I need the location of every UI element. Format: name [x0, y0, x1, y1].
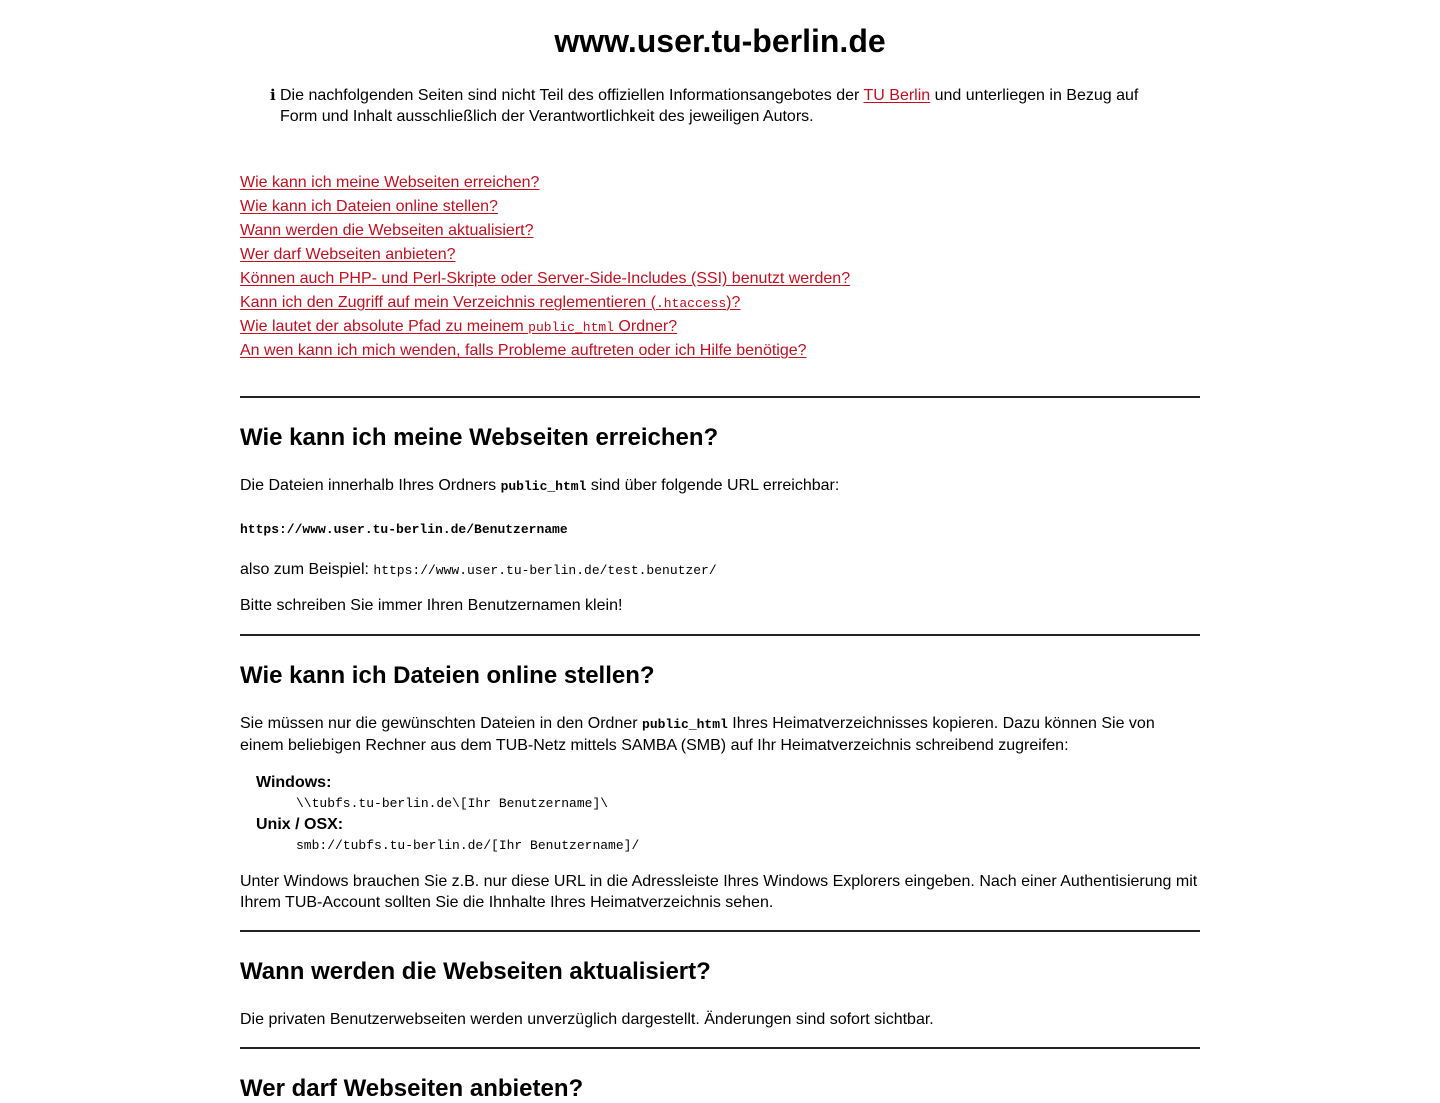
- toc-link-zugriff[interactable]: Kann ich den Zugriff auf mein Verzeichnis reglementieren (.htaccess)?: [240, 294, 741, 311]
- toc-item: [240, 291, 1200, 315]
- section-heading-erreichen: Wie kann ich meine Webseiten erreichen?: [240, 424, 719, 451]
- url-example: also zum Beispiel: https://www.user.tu-berlin.de/test.benutzer/: [240, 561, 717, 578]
- unix-label: Unix / OSX:: [256, 816, 344, 833]
- info-icon: ℹ: [270, 86, 276, 104]
- toc-item: [240, 195, 1200, 219]
- unix-path: smb://tubfs.tu-berlin.de/[Ihr Benutzername]/: [296, 838, 640, 853]
- divider: [240, 634, 1200, 636]
- section-heading-online-stellen: Wie kann ich Dateien online stellen?: [240, 662, 655, 689]
- windows-label: Windows:: [256, 774, 332, 791]
- toc-item: [240, 339, 1200, 363]
- toc-item: [240, 171, 1200, 195]
- toc-item: [240, 243, 1200, 267]
- disclaimer-text: Die nachfolgenden Seiten sind nicht Teil des offiziellen Informationsangebotes der TU Berlin und unterliegen in Bezug auf Form und Inhalt ausschließlich der Verantwortlichkeit des jeweiligen Autors.: [280, 87, 1139, 125]
- toc-link-erreichen[interactable]: Wie kann ich meine Webseiten erreichen?: [240, 174, 540, 191]
- toc-link-hilfe[interactable]: An wen kann ich mich wenden, falls Probleme auftreten oder ich Hilfe benötige?: [240, 342, 807, 359]
- table-of-contents: [240, 171, 1200, 363]
- toc-item: [240, 315, 1200, 339]
- access-paths-list: [256, 772, 1200, 856]
- toc-item: [240, 267, 1200, 291]
- toc-item: [240, 219, 1200, 243]
- section-paragraph: Die Dateien innerhalb Ihres Ordners public_html sind über folgende URL erreichbar:: [240, 477, 840, 494]
- toc-link-skripte[interactable]: Können auch PHP- und Perl-Skripte oder Server-Side-Includes (SSI) benutzt werden?: [240, 270, 851, 287]
- page-content: [240, 0, 1200, 1103]
- toc-link-pfad[interactable]: Wie lautet der absolute Pfad zu meinem public_html Ordner?: [240, 318, 678, 335]
- lowercase-note: Bitte schreiben Sie immer Ihren Benutzernamen klein!: [240, 597, 623, 614]
- divider: [240, 1047, 1200, 1049]
- windows-path: \\tubfs.tu-berlin.de\[Ihr Benutzername]\: [296, 796, 609, 811]
- url-pattern: https://www.user.tu-berlin.de/Benutzername: [240, 522, 568, 537]
- section-heading-aktualisiert: Wann werden die Webseiten aktualisiert?: [240, 958, 711, 985]
- section-paragraph: Die privaten Benutzerwebseiten werden unverzüglich dargestellt. Änderungen sind sofort sichtbar.: [240, 1011, 934, 1028]
- toc-link-anbieten[interactable]: Wer darf Webseiten anbieten?: [240, 246, 456, 263]
- tu-berlin-link[interactable]: TU Berlin: [863, 87, 931, 104]
- toc-link-online-stellen[interactable]: Wie kann ich Dateien online stellen?: [240, 198, 498, 215]
- toc-link-aktualisiert[interactable]: Wann werden die Webseiten aktualisiert?: [240, 222, 534, 239]
- section-paragraph: Unter Windows brauchen Sie z.B. nur diese URL in die Adressleiste Ihres Windows Explorers eingeben. Nach einer Authentisierung mit Ihrem TUB-Account sollten Sie die Ihnhalte Ihres Heimatverzeichnis sehen.: [240, 873, 1198, 911]
- disclaimer-notice: [270, 85, 1160, 127]
- page-title: www.user.tu-berlin.de: [554, 23, 886, 59]
- divider: [240, 930, 1200, 932]
- divider: [240, 396, 1200, 398]
- section-paragraph: Sie müssen nur die gewünschten Dateien in den Ordner public_html Ihres Heimatverzeichnisses kopieren. Dazu können Sie von einem beliebigen Rechner aus dem TUB-Netz mittels SAMBA (SMB) auf Ihr Heimatverzeichnis schreibend zugreifen:: [240, 715, 1155, 754]
- section-heading-anbieten: Wer darf Webseiten anbieten?: [240, 1075, 584, 1102]
